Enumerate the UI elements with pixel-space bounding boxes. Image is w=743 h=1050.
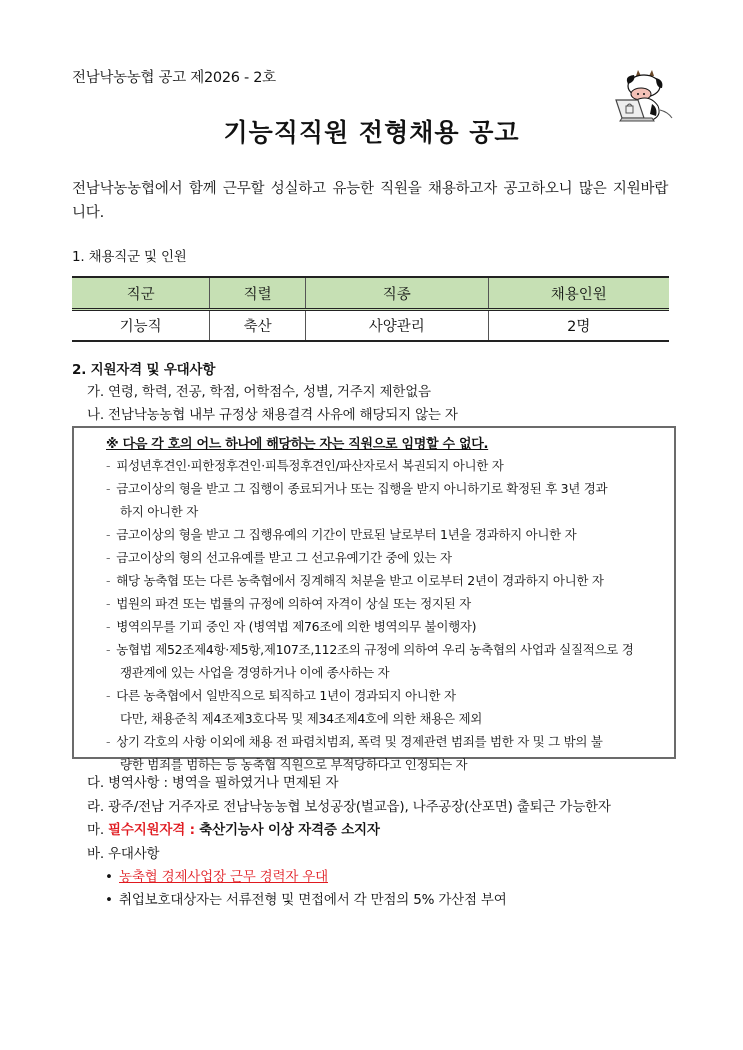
preference-bullet (105, 888, 507, 908)
preference-text: 농축협 경제사업장 근무 경력자 우대 (119, 869, 328, 885)
disqualification-line-continuation: 하지 아니한 자 (120, 504, 198, 519)
preference-text: 취업보호대상자는 서류전형 및 면접에서 각 만점의 5% 가산점 부여 (119, 892, 507, 908)
cell-job-group: 기능직 (72, 310, 210, 342)
positions-table (72, 276, 669, 342)
preference-bullet (105, 865, 328, 885)
qualification-item-ba: 바. 우대사항 (87, 846, 160, 862)
disqualification-title: ※ 다음 각 호의 어느 하나에 해당하는 자는 직원으로 임명할 수 없다. (106, 437, 489, 452)
required-qualification-value: 축산기능사 이상 자격증 소지자 (199, 822, 380, 838)
column-header-job-series: 직렬 (210, 277, 306, 310)
qualification-item-ma: 마. 필수지원자격 : 축산기능사 이상 자격증 소지자 (87, 822, 380, 838)
intro-paragraph: 전남낙농농협에서 함께 근무할 성실하고 유능한 직원을 채용하고자 공고하오니 많은 지원바랍니다. (72, 181, 669, 221)
cell-job-series: 축산 (210, 310, 306, 342)
disqualification-line: - 피성년후견인·피한정후견인·피특정후견인/파산자로서 복권되지 아니한 자 (106, 458, 504, 473)
qualification-item-da: 다. 병역사항 : 병역을 필하였거나 면제된 자 (87, 775, 339, 791)
table-row (72, 310, 669, 342)
disqualification-line: - 금고이상의 형을 받고 그 집행유예의 기간이 만료된 날로부터 1년을 경과하지 아니한 자 (106, 527, 577, 542)
disqualification-line: - 금고이상의 형을 받고 그 집행이 종료되거나 또는 집행을 받지 아니하기로 확정된 후 3년 경과 (106, 481, 608, 496)
cell-headcount: 2명 (488, 310, 669, 342)
disqualification-line-continuation: 다만, 채용준칙 제4조제3호다목 및 제34조제4호에 의한 채용은 제외 (120, 711, 483, 726)
qualification-item-na: 나. 전남낙농농협 내부 규정상 채용결격 사유에 해당되지 않는 자 (87, 407, 458, 423)
section-heading-positions: 1. 채용직군 및 인원 (72, 249, 187, 265)
column-header-headcount: 채용인원 (488, 277, 669, 310)
disqualification-line-continuation: 량한 범죄를 범하는 등 농축협 직원으로 부적당하다고 인정되는 자 (120, 757, 468, 772)
disqualification-line-continuation: 쟁관계에 있는 사업을 경영하거나 이에 종사하는 자 (120, 665, 390, 680)
bullet-icon: • (105, 869, 113, 885)
required-qualification-label: 필수지원자격 : (108, 822, 200, 838)
cell-job-type: 사양관리 (306, 310, 488, 342)
document-number: 전남낙농농협 공고 제2026 - 2호 (72, 70, 276, 86)
disqualification-line: - 금고이상의 형의 선고유예를 받고 그 선고유예기간 중에 있는 자 (106, 550, 452, 565)
bullet-icon: • (105, 892, 113, 908)
page-title: 기능직직원 전형채용 공고 (223, 118, 520, 147)
section-heading-qualifications: 2. 지원자격 및 우대사항 (72, 362, 216, 378)
disqualification-line: - 해당 농축협 또는 다른 농축협에서 징계해직 처분을 받고 이로부터 2년이 경과하지 아니한 자 (106, 573, 604, 588)
column-header-job-type: 직종 (306, 277, 488, 310)
disqualification-line: - 다른 농축협에서 일반직으로 퇴직하고 1년이 경과되지 아니한 자 (106, 688, 456, 703)
disqualification-line: - 상기 각호의 사항 이외에 채용 전 파렴치범죄, 폭력 및 경제관련 범죄를 범한 자 및 그 밖의 불 (106, 734, 603, 749)
disqualification-line: - 병역의무를 기피 중인 자 (병역법 제76조에 의한 병역의무 불이행자) (106, 619, 477, 634)
disqualification-line: - 농협법 제52조제4항·제5항,제107조,112조의 규정에 의하여 우리 농축협의 사업과 실질적으로 경 (106, 642, 634, 657)
column-header-job-group: 직군 (72, 277, 210, 310)
qualification-item-ra: 라. 광주/전남 거주자로 전남낙농농협 보성공장(벌교읍), 나주공장(산포면) 출퇴근 가능한자 (87, 799, 611, 815)
disqualification-line: - 법원의 파견 또는 법률의 규정에 의하여 자격이 상실 또는 정지된 자 (106, 596, 471, 611)
table-header-row (72, 277, 669, 310)
qualification-item-ga: 가. 연령, 학력, 전공, 학점, 어학점수, 성별, 거주지 제한없음 (87, 384, 431, 400)
disqualification-box (72, 426, 676, 772)
